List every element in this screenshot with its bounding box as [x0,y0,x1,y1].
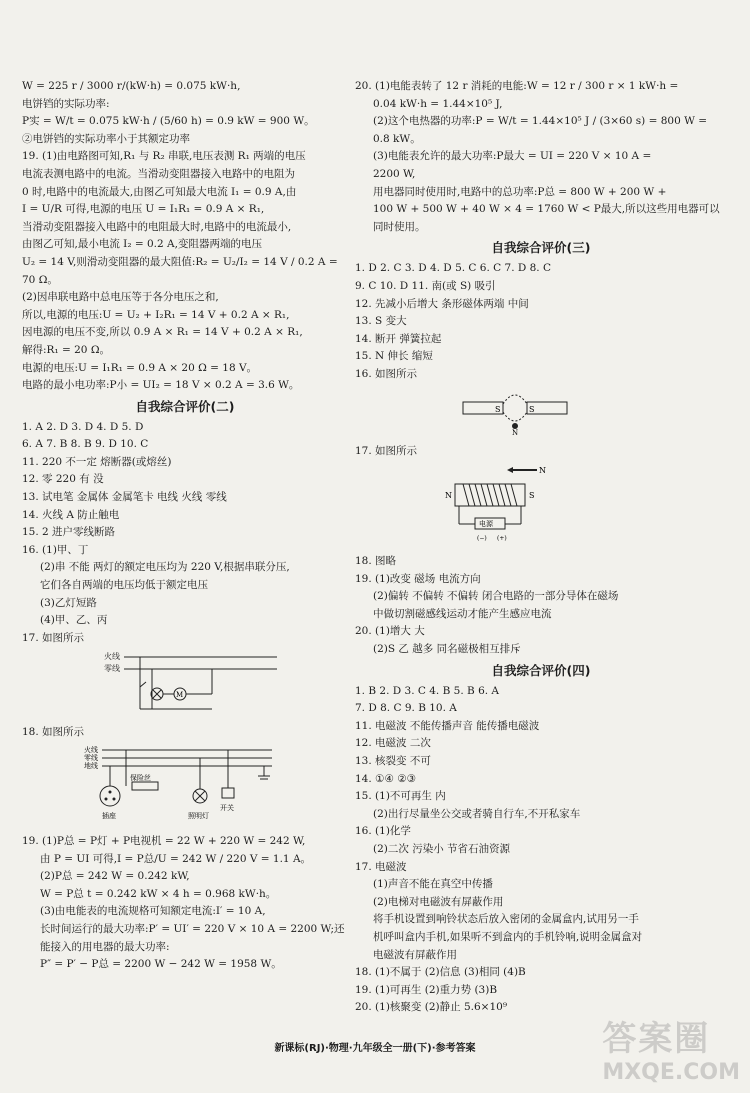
svg-text:火线: 火线 [104,652,120,662]
answer-line: 7. D 8. C 9. B 10. A [355,702,457,715]
answer-line: (2)出行尽量坐公交或者骑自行车,不开私家车 [373,807,581,820]
svg-text:照明灯: 照明灯 [188,812,209,820]
answer-line: 所以,电源的电压:U = U₂ + I₂R₁ = 14 V + 0.2 A × R₁, [22,308,290,321]
answer-line: 2200 W, [373,167,416,180]
answer-line: 12. 零 220 有 没 [22,473,104,486]
svg-text:S: S [529,404,535,414]
answer-line: 1. A 2. D 3. D 4. D 5. D [22,420,144,433]
answer-line: 能接入的用电器的最大功率: [40,940,170,953]
answer-line: 70 Ω。 [22,273,58,286]
answer-line: 19. (1)P总 = P灯 + P电视机 = 22 W + 220 W = 242 W, [22,835,306,847]
answer-line: 16. (1)化学 [355,825,411,838]
svg-text:插座: 插座 [102,812,116,820]
svg-text:零线: 零线 [84,754,98,762]
answer-line: P实 = W/t = 0.075 kW·h / (5/60 h) = 0.9 kW = 900 W。 [22,115,315,128]
answer-line: 电源的电压:U = I₁R₁ = 0.9 A × 20 Ω = 18 V。 [22,361,258,374]
answer-line: 18. (1)不属于 (2)信息 (3)相同 (4)B [355,966,526,979]
answer-line: 用电器同时使用时,电路中的总功率:P总 = 800 W + 200 W + [373,185,667,198]
answer-line: 17. 如图所示 [22,631,85,644]
answer-line: 因电源的电压不变,所以 0.9 A × R₁ = 14 V + 0.2 A × R₁, [22,326,303,339]
svg-text:开关: 开关 [220,804,234,812]
answer-line: 当滑动变阻器接入电路中的电阻最大时,电路中的电流最小, [22,220,292,233]
answer-line: 16. 如图所示 [355,367,418,380]
answer-line: 14. ①④ ②③ [355,772,417,785]
answer-line: 13. S 变大 [355,315,407,328]
answer-line: 19. (1)改变 磁场 电流方向 [355,572,481,585]
answer-line: (2)电梯对电磁波有屏蔽作用 [373,895,504,908]
answer-line: ②电饼铛的实际功率小于其额定功率 [22,132,190,145]
section-heading: 自我综合评价(二) [135,398,235,414]
answer-line: 17. 如图所示 [355,444,418,457]
answer-line: I = U/R 可得,电源的电压 U = I₁R₁ = 0.9 A × R₁, [22,203,265,216]
answer-line: 将手机设置到响铃状态后放入密闭的金属盒内,试用另一手 [373,913,639,926]
svg-text:M: M [176,691,184,700]
answer-line: 电饼铛的实际功率: [22,97,110,110]
section-heading: 自我综合评价(四) [491,662,591,678]
answer-line: (2)这个电热器的功率:P = W/t = 1.44×10⁵ J / (3×60 s) = 800 W = [373,115,708,128]
answer-line: 由图乙可知,最小电流 I₂ = 0.2 A,变阻器两端的电压 [22,238,262,251]
answer-line: 15. 2 进户零线断路 [22,526,116,539]
answer-line: 0.8 kW。 [373,132,421,145]
answer-line: (2)二次 污染小 节省石油资源 [373,843,511,855]
answer-line: 它们各自两端的电压均低于额定电压 [40,579,208,592]
answer-line: W = P总 t = 0.242 kW × 4 h = 0.968 kW·h。 [40,887,277,900]
answer-line: 0.04 kW·h = 1.44×10⁵ J, [373,97,503,110]
answer-line: 18. 图略 [355,555,397,568]
answer-line: (1)声音不能在真空中传播 [373,878,493,891]
answer-line: 6. A 7. B 8. B 9. D 10. C [22,438,149,451]
svg-text:零线: 零线 [104,664,120,674]
answer-line: 20. (1)增大 大 [355,625,425,638]
answer-line: 中做切割磁感线运动才能产生感应电流 [373,607,552,620]
page-footer: 新课标(RJ)·物理·九年级全一册(下)·参考答案 [274,1043,476,1054]
answer-line: (2)P总 = 242 W = 0.242 kW, [40,870,190,883]
answer-line: 18. 如图所示 [22,726,85,739]
answer-line: 电流表测电路中的电流。当滑动变阻器接入电路中的电阻为 [22,167,295,180]
figure-solenoid [355,462,727,549]
figure-wiring1 [22,649,348,720]
svg-text:N: N [512,428,519,436]
answer-line: W = 225 r / 3000 r/(kW·h) = 0.075 kW·h, [22,80,241,92]
svg-text:(−): (−) [477,535,487,543]
answer-line: 解得:R₁ = 20 Ω。 [22,343,111,356]
answer-line: 1. D 2. C 3. D 4. D 5. C 6. C 7. D 8. C [355,262,552,275]
answer-line: (2)串 不能 两灯的额定电压均为 220 V,根据串联分压, [40,561,290,574]
svg-text:S: S [529,491,535,501]
svg-text:火线: 火线 [84,746,98,754]
watermark-logo: 答案圈 [602,1019,711,1059]
answer-line: 17. 电磁波 [355,860,407,873]
answer-line: 电磁波有屏蔽作用 [373,948,457,961]
answer-line: 11. 220 不一定 熔断器(或熔丝) [22,455,172,468]
answer-line: 电路的最小电功率:P小 = UI₂ = 18 V × 0.2 A = 3.6 W。 [22,379,300,392]
watermark [602,1011,740,1085]
answer-line: 14. 火线 A 防止触电 [22,508,120,521]
answer-line: 12. 电磁波 二次 [355,737,431,750]
answer-line: U₂ = 14 V,则滑动变阻器的最大阻值:R₂ = U₂/I₂ = 14 V / 0.2 A = [22,255,338,268]
answer-line: (2)偏转 不偏转 不偏转 闭合电路的一部分导体在磁场 [373,590,619,603]
answer-line: 同时使用。 [373,220,426,233]
section-heading: 自我综合评价(三) [491,240,591,256]
answer-line: 14. 断开 弹簧拉起 [355,332,442,345]
answer-line: 13. 核裂变 不可 [355,755,431,768]
watermark-url: MXQE.COM [602,1060,740,1085]
answer-line: (3)乙灯短路 [40,596,97,609]
answer-line: 11. 电磁波 不能传播声音 能传播电磁波 [355,719,540,732]
answer-line: 13. 试电笔 金属体 金属笔卡 电线 火线 零线 [22,491,227,504]
answer-line: (3)电能表允许的最大功率:P最大 = UI = 220 V × 10 A = [373,150,652,163]
answer-line: 19. (1)可再生 (2)重力势 (3)B [355,983,498,996]
left-column [22,78,348,974]
answer-line: 12. 先减小后增大 条形磁体两端 中间 [355,297,529,310]
answer-line: 19. (1)由电路图可知,R₁ 与 R₂ 串联,电压表测 R₁ 两端的电压 [22,150,306,163]
answer-line: (4)甲、乙、丙 [40,614,108,627]
answer-line: 1. B 2. D 3. C 4. B 5. B 6. A [355,684,500,697]
answer-line: 0 时,电路中的电流最大,由图乙可知最大电流 I₁ = 0.9 A,由 [22,185,297,198]
svg-text:电源: 电源 [479,520,493,529]
answer-line: 15. (1)不可再生 内 [355,790,446,803]
answer-line: 20. (1)核聚变 (2)静止 5.6×10⁹ [355,1001,508,1014]
svg-text:S: S [495,404,501,414]
figure-magnets [355,386,727,439]
answer-line: 100 W + 500 W + 40 W × 4 = 1760 W < P最大,所以这些用电器可以 [373,203,720,216]
svg-text:保险丝: 保险丝 [130,774,151,782]
figure-wiring2 [22,744,348,829]
answer-line: 由 P = UI 可得,I = P总/U = 242 W / 220 V = 1.1 A。 [40,852,312,865]
answer-line: P″ = P′ − P总 = 2200 W − 242 W = 1958 W。 [40,958,282,971]
answer-line: (2)S 乙 越多 同名磁极相互排斥 [373,643,521,656]
svg-text:N: N [445,491,452,501]
svg-text:(+): (+) [497,535,507,543]
svg-text:地线: 地线 [84,762,98,770]
answer-line: 16. (1)甲、丁 [22,543,89,556]
svg-text:N: N [539,466,546,476]
answer-line: 9. C 10. D 11. 南(或 S) 吸引 [355,279,496,292]
right-column [355,78,727,1017]
answer-line: 20. (1)电能表转了 12 r 消耗的电能:W = 12 r / 300 r × 1 kW·h = [355,80,679,92]
answer-line: 机呼叫盒内手机,如果听不到盒内的手机铃响,说明金属盒对 [373,930,643,943]
answer-line: (3)由电能表的电流规格可知额定电流:I′ = 10 A, [40,905,266,918]
answer-line: (2)因串联电路中总电压等于各分电压之和, [22,291,219,304]
answer-line: 长时间运行的最大功率:P′ = UI′ = 220 V × 10 A = 2200 W;还 [40,922,345,935]
answer-line: 15. N 伸长 缩短 [355,350,433,363]
